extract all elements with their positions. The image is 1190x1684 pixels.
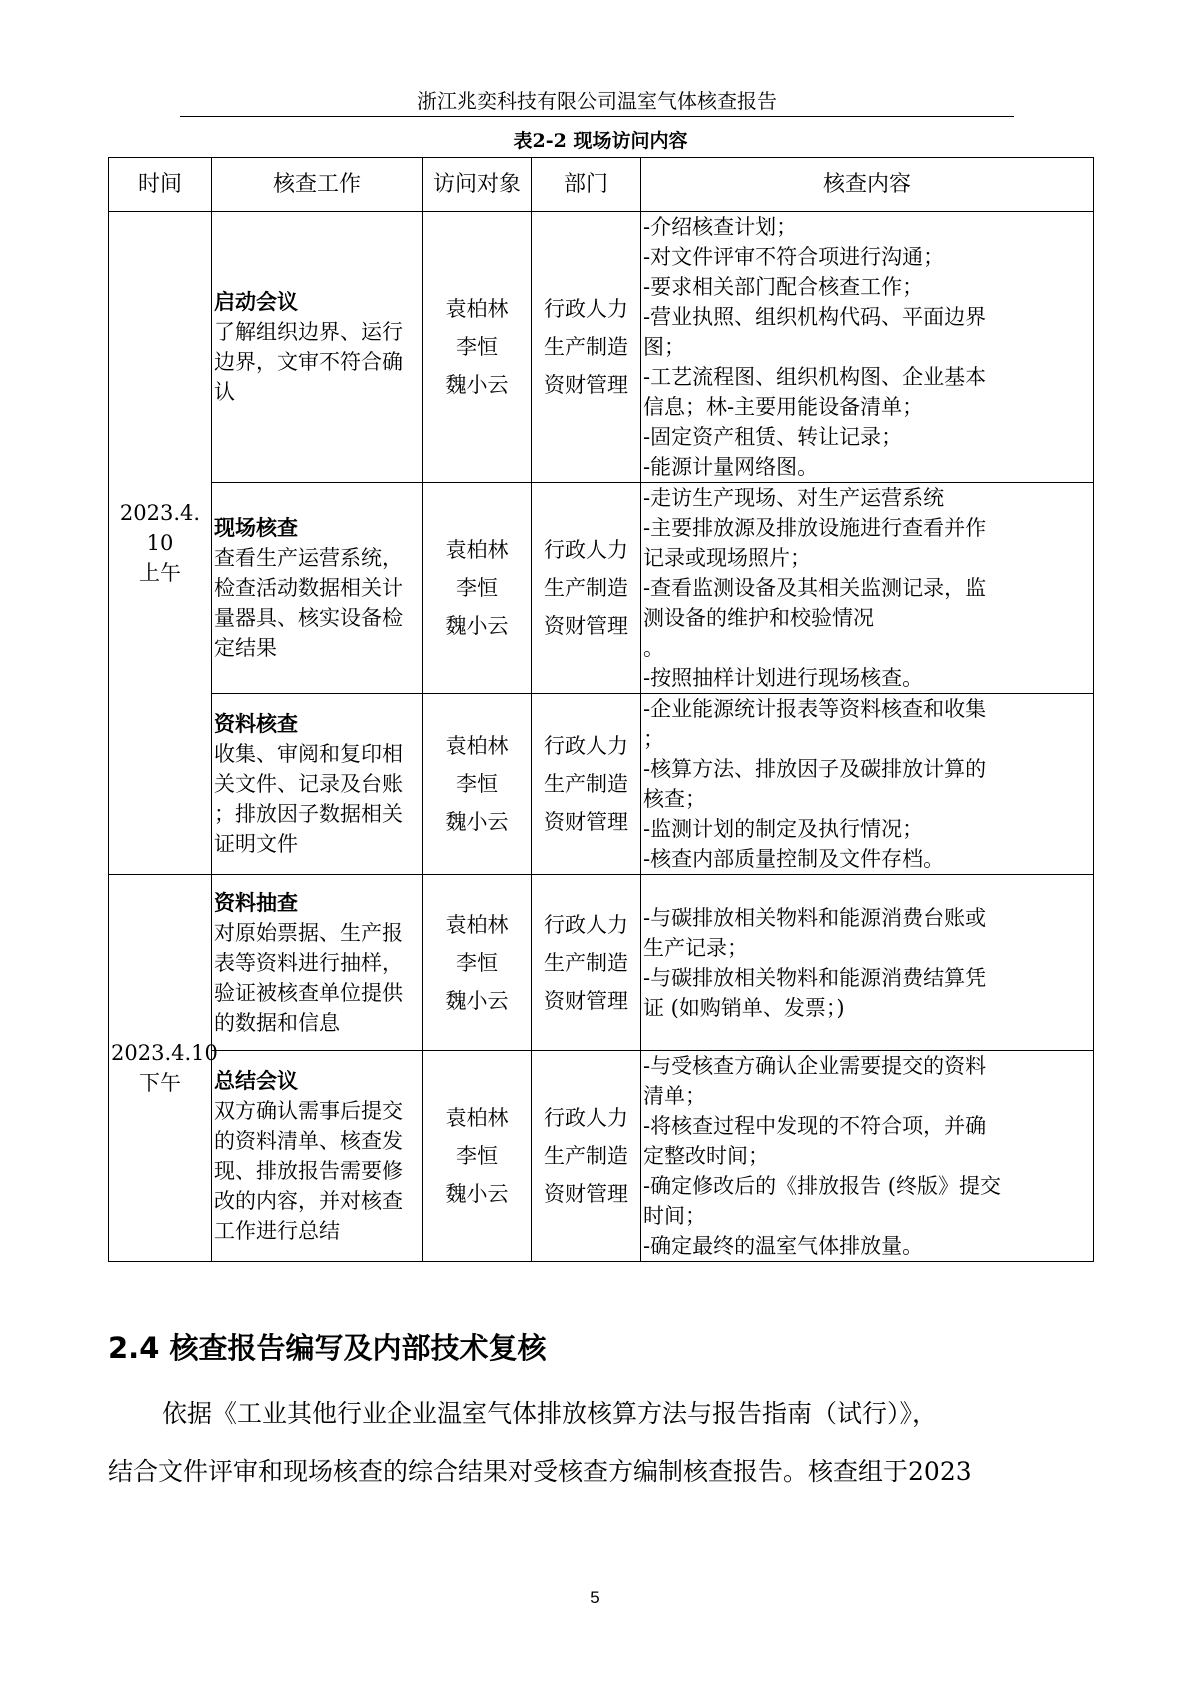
work-title: 总结会议 [214, 1069, 298, 1093]
department-cell [532, 694, 641, 875]
department-name: 生产制造 [544, 772, 628, 796]
content-line: 定整改时间； [643, 1144, 769, 1168]
content-line: 时间； [643, 1204, 706, 1228]
content-line: 图； [643, 335, 685, 359]
work-description-line: ；排放因子数据相关 [214, 802, 403, 826]
person-cell [423, 212, 532, 483]
column-header-person: 访问对象 [423, 158, 532, 212]
content-line: -核算方法、排放因子及碳排放计算的 [643, 757, 987, 781]
time-cell [109, 212, 212, 875]
content-line: -将核查过程中发现的不符合项，并确 [643, 1114, 987, 1138]
work-description-line: 查看生产运营系统， [214, 546, 403, 570]
content-line: -能源计量网络图。 [643, 455, 819, 479]
work-description-line: 了解组织边界、运行 [214, 320, 403, 344]
person-cell [423, 1051, 532, 1262]
content-line: 。 [643, 636, 664, 660]
person-cell [423, 694, 532, 875]
content-line: -企业能源统计报表等资料核查和收集 [643, 697, 987, 721]
content-line: -查看监测设备及其相关监测记录，监 [643, 576, 987, 600]
work-description-line: 关文件、记录及台账 [214, 772, 403, 796]
table-row [109, 1051, 1094, 1262]
time-line: 上午 [139, 561, 181, 585]
content-line: -监测计划的制定及执行情况； [643, 817, 924, 841]
work-description-line: 对原始票据、生产报 [214, 920, 403, 945]
person-cell [423, 875, 532, 1051]
person-name: 魏小云 [445, 1182, 509, 1206]
work-cell [212, 694, 423, 875]
work-description-line: 收集、审阅和复印相 [214, 742, 403, 766]
person-name: 李恒 [456, 772, 498, 796]
person-name: 袁柏林 [445, 912, 509, 937]
work-description-line: 边界，文审不符合确 [214, 350, 403, 374]
content-line: -与碳排放相关物料和能源消费台账或 [643, 905, 987, 930]
work-description-line: 检查活动数据相关计 [214, 576, 403, 600]
paragraph-line: 结合文件评审和现场核查的综合结果对受核查方编制核查报告。核查组于2023 [108, 1457, 972, 1486]
header-rule [180, 116, 1014, 117]
time-line: 2023.4. 10 [119, 501, 201, 555]
content-cell [641, 483, 1094, 694]
time-cell [109, 875, 218, 1262]
time-line: 2023.4.10 [111, 1041, 218, 1065]
content-line: -固定资产租赁、转让记录； [643, 425, 903, 449]
department-name: 资财管理 [544, 373, 628, 397]
work-description-line: 认 [214, 380, 235, 404]
department-name: 行政人力 [544, 538, 628, 562]
content-line: -营业执照、组织机构代码、平面边界 [643, 305, 987, 329]
person-name: 袁柏林 [445, 1106, 509, 1130]
work-description-line: 表等资料进行抽样， [214, 950, 403, 975]
page-header: 浙江兆奕科技有限公司温室气体核查报告 [417, 89, 777, 113]
person-name: 魏小云 [445, 373, 509, 397]
person-name: 李恒 [456, 950, 498, 975]
content-line: -确定修改后的《排放报告 (终版》提交 [643, 1174, 1001, 1198]
person-name: 魏小云 [445, 614, 509, 638]
content-line: 清单； [643, 1084, 706, 1108]
work-title: 资料抽查 [214, 890, 298, 915]
department-cell [532, 483, 641, 694]
department-name: 行政人力 [544, 734, 628, 758]
work-description-line: 证明文件 [214, 832, 298, 856]
content-line: 核查； [643, 787, 706, 811]
content-line: 证 (如购销单、发票；) [643, 995, 845, 1020]
work-description-line: 现、排放报告需要修 [214, 1159, 403, 1183]
department-name: 资财管理 [544, 988, 628, 1013]
page-number: 5 [590, 1588, 600, 1607]
table-body [109, 212, 1094, 1262]
content-line: 记录或现场照片； [643, 546, 811, 570]
person-name: 魏小云 [445, 988, 509, 1013]
work-cell [212, 483, 423, 694]
work-cell [212, 875, 423, 1051]
content-line: -核查内部质量控制及文件存档。 [643, 847, 945, 871]
department-name: 生产制造 [544, 950, 628, 975]
work-title: 资料核查 [214, 712, 298, 736]
content-line: -与碳排放相关物料和能源消费结算凭 [643, 965, 987, 990]
content-line: 测设备的维护和校验情况 [643, 606, 874, 630]
work-description-line: 定结果 [214, 636, 277, 660]
work-cell [212, 1051, 423, 1262]
department-cell [532, 1051, 641, 1262]
person-name: 袁柏林 [445, 297, 509, 321]
work-title: 启动会议 [214, 290, 298, 314]
department-name: 资财管理 [544, 1182, 628, 1206]
work-description-line: 的资料清单、核查发 [214, 1129, 403, 1153]
person-name: 李恒 [456, 1144, 498, 1168]
column-header-time: 时间 [109, 158, 212, 212]
section-heading: 2.4 核查报告编写及内部技术复核 [108, 1331, 547, 1365]
content-line: -走访生产现场、对生产运营系统 [643, 486, 945, 510]
department-name: 生产制造 [544, 335, 628, 359]
section-paragraph [108, 1385, 1093, 1501]
department-cell [532, 212, 641, 483]
content-line: -主要排放源及排放设施进行查看并作 [643, 516, 987, 540]
department-name: 生产制造 [544, 1144, 628, 1168]
department-name: 行政人力 [544, 1106, 628, 1130]
content-line: ； [643, 727, 664, 751]
content-line: 生产记录； [643, 935, 748, 960]
time-line: 下午 [139, 1071, 181, 1095]
content-cell [641, 212, 1094, 483]
content-cell [641, 694, 1094, 875]
table-caption: 表2-2 现场访问内容 [513, 130, 688, 152]
work-description-line: 的数据和信息 [214, 1010, 340, 1035]
person-name: 袁柏林 [445, 734, 509, 758]
content-line: -对文件评审不符合项进行沟通； [643, 245, 945, 269]
person-name: 魏小云 [445, 810, 509, 834]
table-header-row [109, 158, 1094, 212]
work-description-line: 改的内容，并对核查 [214, 1189, 403, 1213]
content-cell [641, 875, 1094, 1051]
content-line: -确定最终的温室气体排放量。 [643, 1234, 924, 1258]
department-name: 资财管理 [544, 614, 628, 638]
content-line: 信息；林-主要用能设备清单； [643, 395, 924, 419]
column-header-department: 部门 [532, 158, 641, 212]
column-header-work: 核查工作 [212, 158, 423, 212]
person-name: 李恒 [456, 335, 498, 359]
content-line: -介绍核查计划； [643, 215, 798, 239]
department-name: 行政人力 [544, 912, 628, 937]
table-row [109, 694, 1094, 875]
person-name: 李恒 [456, 576, 498, 600]
content-line: -与受核查方确认企业需要提交的资料 [643, 1054, 987, 1078]
department-cell [532, 875, 641, 1051]
content-cell [641, 1051, 1094, 1262]
department-name: 资财管理 [544, 810, 628, 834]
work-description-line: 工作进行总结 [214, 1219, 340, 1243]
content-line: -工艺流程图、组织机构图、企业基本 [643, 365, 987, 389]
work-description-line: 量器具、核实设备检 [214, 606, 403, 630]
table-row [109, 212, 1094, 483]
content-line: -要求相关部门配合核查工作； [643, 275, 924, 299]
work-description-line: 双方确认需事后提交 [214, 1099, 403, 1123]
department-name: 行政人力 [544, 297, 628, 321]
table-row [109, 483, 1094, 694]
work-title: 现场核查 [214, 516, 298, 540]
department-name: 生产制造 [544, 576, 628, 600]
work-cell [212, 212, 423, 483]
content-line: -按照抽样计划进行现场核查。 [643, 666, 924, 690]
column-header-content: 核查内容 [641, 158, 1094, 212]
site-visit-table [108, 157, 1094, 1262]
person-name: 袁柏林 [445, 538, 509, 562]
paragraph-line: 依据《工业其他行业企业温室气体排放核算方法与报告指南（试行）》， [162, 1399, 938, 1428]
person-cell [423, 483, 532, 694]
table-row [109, 875, 1094, 1051]
work-description-line: 验证被核查单位提供 [214, 980, 403, 1005]
